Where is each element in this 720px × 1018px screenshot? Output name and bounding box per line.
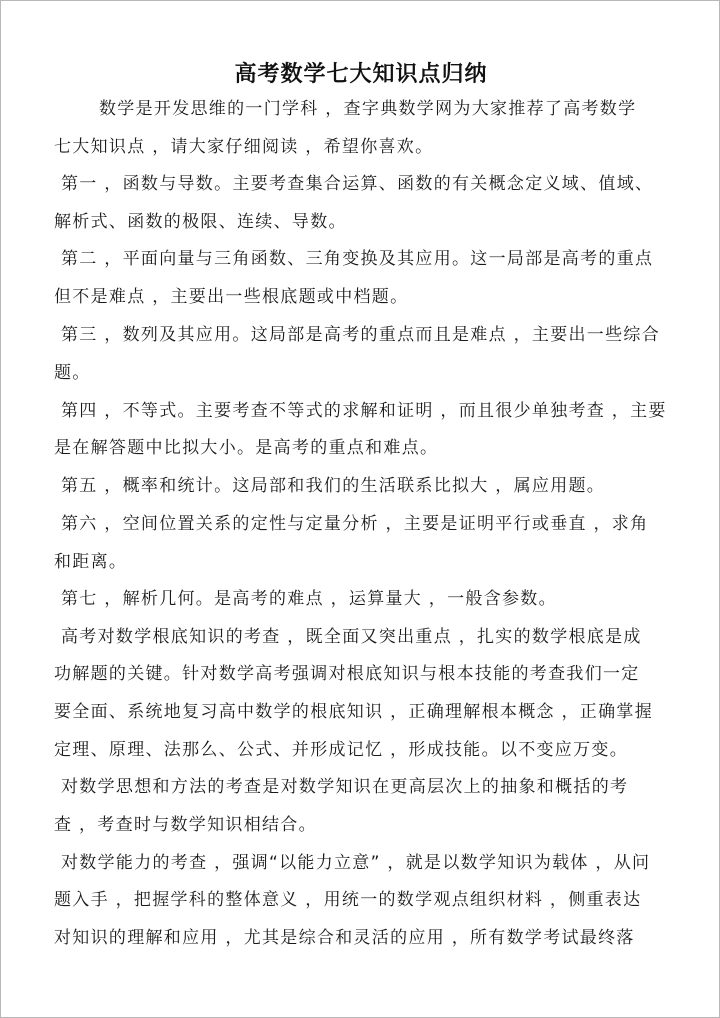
text-line: 和距离。 [54, 552, 128, 572]
text-line: 对数学思想和方法的考查是对数学知识在更高层次上的抽象和概括的考 [61, 777, 629, 797]
text-line: 但不是难点 ，主要出一些根底题或中档题。 [54, 287, 409, 307]
text-line: 第一 ，函数与导数。主要考查集合运算、函数的有关概念定义域、值域、 [61, 174, 654, 194]
text-line: 功解题的关键。针对数学高考强调对根底知识与根本技能的考查我们一定 [54, 664, 640, 684]
text-line: 第四 ，不等式。主要考查不等式的求解和证明 ，而且很少单独考查 ，主要 [61, 401, 667, 421]
text-line: 第七 ，解析几何。是高考的难点 ，运算量大 ，一般含参数。 [61, 589, 557, 609]
text-line: 高考对数学根底知识的考查 ，既全面又突出重点 ，扎实的数学根底是成 [61, 627, 642, 647]
text-line: 第五 ，概率和统计。这局部和我们的生活联系比拟大 ，属应用题。 [61, 476, 606, 496]
text-line: 题入手 ，把握学科的整体意义 ，用统一的数学观点组织材料 ，侧重表达 [54, 890, 642, 910]
text-line: 对数学能力的考查 ，强调“以能力立意” ，就是以数学知识为载体 ，从问 [61, 853, 651, 873]
text-line: 解析式、函数的极限、连续、导数。 [54, 212, 347, 232]
text-line: 查 ，考查时与数学知识相结合。 [54, 815, 317, 835]
text-line: 数学是开发思维的一门学科 ，查字典数学网为大家推荐了高考数学 [99, 99, 637, 119]
text-line: 是在解答题中比拟大小。是高考的重点和难点。 [54, 438, 439, 458]
text-line: 对知识的理解和应用 ，尤其是综合和灵活的应用 ，所有数学考试最终落 [54, 928, 635, 948]
text-line: 七大知识点 ，请大家仔细阅读 ，希望你喜欢。 [54, 137, 434, 157]
text-line: 第二 ，平面向量与三角函数、三角变换及其应用。这一局部是高考的重点 [61, 249, 654, 269]
text-line: 要全面、系统地复习高中数学的根底知识 ，正确理解根本概念 ，正确掌握 [54, 702, 654, 722]
text-line: 第六 ，空间位置关系的定性与定量分析 ，主要是证明平行或垂直 ，求角 [61, 514, 649, 534]
text-line: 第三 ，数列及其应用。这局部是高考的重点而且是难点 ，主要出一些综合 [61, 325, 661, 345]
text-line: 定理、原理、法那么、公式、并形成记忆 ，形成技能。以不变应万变。 [54, 740, 629, 760]
document-title: 高考数学七大知识点归纳 [234, 61, 488, 87]
text-line: 题。 [54, 363, 91, 383]
